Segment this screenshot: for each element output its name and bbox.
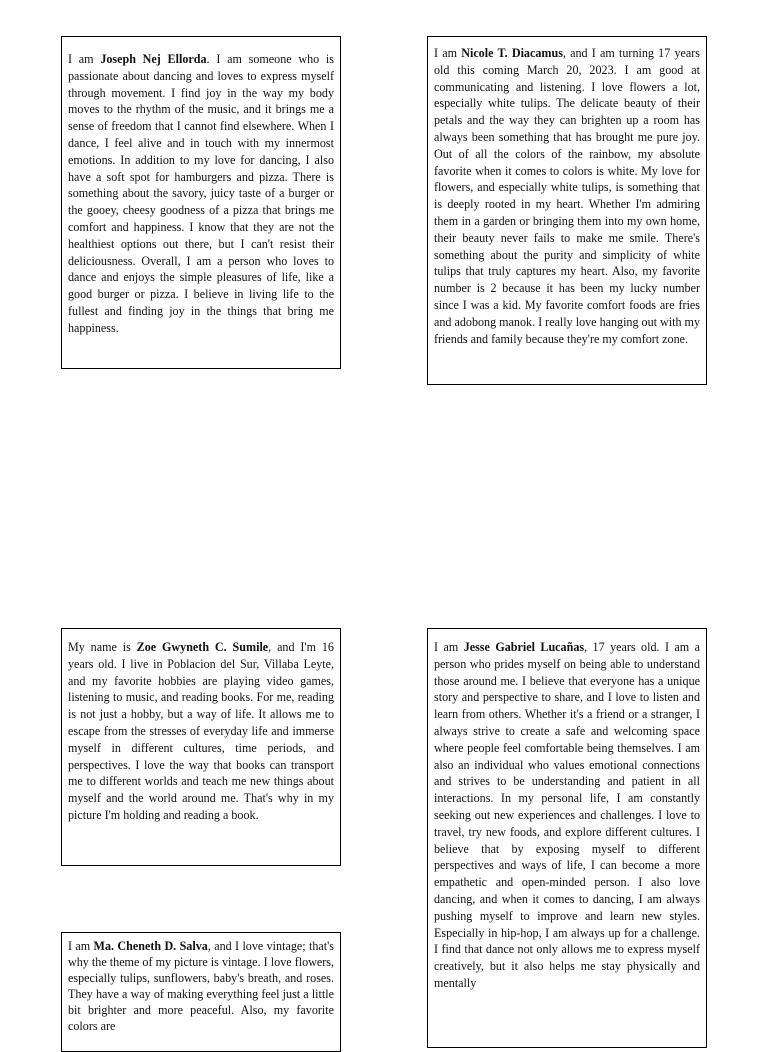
bio-intro: My name is [68, 640, 137, 654]
bio-card-jesse [427, 628, 707, 1048]
bio-name: Ma. Cheneth D. Salva [93, 939, 208, 953]
bio-name: Zoe Gwyneth C. Sumile [136, 640, 269, 654]
bio-card-joseph [61, 36, 341, 369]
bio-name: Joseph Nej Ellorda [100, 52, 207, 66]
bio-card-nicole [427, 36, 707, 385]
bio-card-cheneth [61, 932, 341, 1052]
bio-text: , and I love vintage; that's why the theme of my picture is vintage. I love flowers, especially tulips, sunflowers, baby's breath, and roses. They have a way of making everything feel just a little bit brighter and more peaceful. Also, my favorite colors are [68, 939, 334, 1033]
bio-text: , and I'm 16 years old. I live in Poblacion del Sur, Villaba Leyte, and my favorite hobbies are playing video games, listening to music, and reading books. For me, reading is not just a hobby, but a way of life. It allows me to escape from the stresses of everyday life and immerse myself in different cultures, time periods, and perspectives. I love the way that books can transport me to different worlds and teach me new things about myself and the world around me. That's why in my picture I'm holding and reading a book. [68, 640, 334, 822]
bio-intro: I am [68, 52, 101, 66]
bio-text: , and I am turning 17 years old this coming March 20, 2023. I am good at communicating and listening. I love flowers a lot, especially white tulips. The delicate beauty of their petals and the way they can brighten up a room has always been something that has brought me pure joy. Out of all the colors of the rainbow, my absolute favorite when it comes to colors is white. My love for flowers, and especially white tulips, is something that is deeply rooted in my heart. Whether I'm admiring them in a garden or bringing them into my own home, their beauty never fails to make me smile. There's something about the purity and simplicity of white tulips that truly captures my heart. Also, my favorite number is 2 because it has been my lucky number since I was a kid. My favorite comfort foods are fries and adobong manok. I really love hanging out with my friends and family because they're my comfort zone. [434, 46, 701, 346]
bio-text: , 17 years old. I am a person who prides myself on being able to understand those around me. I believe that everyone has a unique story and perspective to share, and I love to listen and learn from others. Whether it's a friend or a stranger, I always strive to create a safe and welcoming space where people feel comfortable being themselves. I am also an individual who values emotional connections and strives to be understanding and patient in all interactions. In my personal life, I am constantly seeking out new experiences and challenges. I love to travel, try new foods, and explore different cultures. I believe that by exposing myself to different perspectives and ways of life, I can become a more empathetic and open-minded person. I also love dancing, and when it comes to dancing, I am always pushing myself to improve and learn new styles. Especially in hip-hop, I am always up for a challenge. I find that dance not only allows me to express myself creatively, but it also helps me stay physically and mentally [434, 640, 700, 990]
bio-intro: I am [434, 46, 462, 60]
bio-name: Jesse Gabriel Lucañas [463, 640, 585, 654]
bio-intro: I am [68, 939, 94, 953]
bio-text: . I am someone who is passionate about dancing and loves to express myself through movement. I find joy in the way my body moves to the rhythm of the music, and it brings me a sense of freedom that I cannot find elsewhere. When I dance, I feel alive and in touch with my innermost emotions. In addition to my love for dancing, I also have a soft spot for hamburgers and pizza. There is something about the savory, juicy taste of a burger or the gooey, cheesy goodness of a pizza that brings me comfort and happiness. I know that they are not the healthiest options out there, but I can't resist their deliciousness. Overall, I am a person who loves to dance and enjoys the simple pleasures of life, like a good burger or pizza. I believe in living life to the fullest and finding joy in the things that bring me happiness. [68, 52, 335, 335]
bio-name: Nicole T. Diacamus [461, 46, 563, 60]
bio-card-zoe [61, 628, 341, 866]
bio-intro: I am [434, 640, 464, 654]
